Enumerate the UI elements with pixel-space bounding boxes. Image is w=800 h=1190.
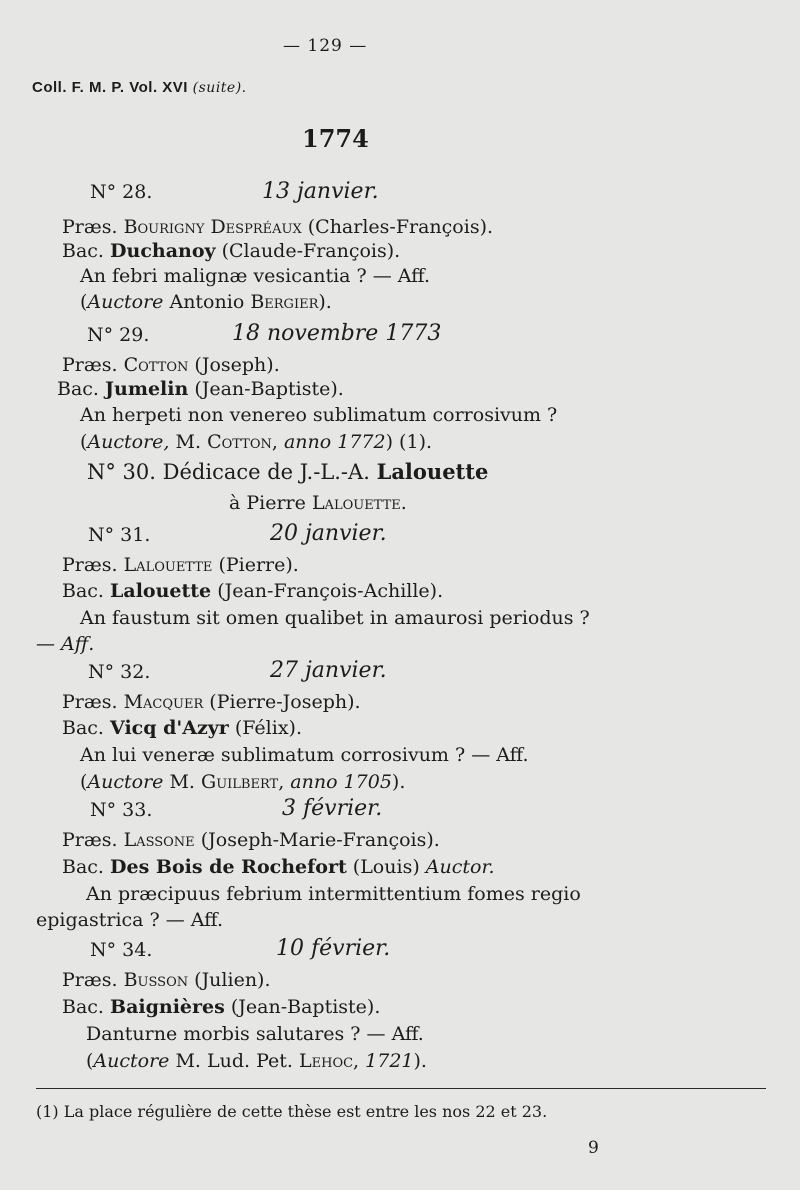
dedication-recipient [229,491,407,515]
praeses-line [62,690,361,714]
entry-number: N° 30. [87,460,156,484]
author-line [86,1049,427,1073]
praeses-label: Præs. [62,969,118,991]
author-open-paren: ( [80,291,88,313]
praeses-given-names: (Joseph-Marie-François). [200,829,440,851]
entry-number: N° 29. [87,324,150,346]
author-year: anno 1772 [283,431,386,453]
thesis-question: An lui veneræ sublimatum corrosivum ? — Aff. [80,744,529,766]
author-prefix: M. [169,771,195,793]
collection-suite: (suite). [192,80,247,96]
dedication-text: Dédicace de J.-L.-A. [162,460,370,484]
bachelor-name: Des Bois de Rochefort [110,856,347,878]
praeses-given-names: (Julien). [194,969,271,991]
dedication-recipient-prefix: à Pierre [229,492,306,514]
page-number: — 129 — [283,36,368,56]
praeses-name: Lalouette [123,554,213,576]
entry-date: 3 février. [282,796,383,821]
bachelor-given-names: (Jean-Baptiste). [194,378,344,400]
bachelor-line [57,377,344,401]
author-name: Lehoc, [299,1050,360,1072]
entry-number: N° 33. [90,799,153,821]
collection-label: Coll. F. M. P. Vol. XVI [32,79,188,96]
bachelor-label: Bac. [62,856,104,878]
author-label: Auctore, [87,431,170,453]
bachelor-line [62,239,400,263]
year-heading: 1774 [302,124,369,153]
praeses-line [62,215,493,239]
author-line [80,430,432,454]
footnote-rule [36,1088,766,1089]
author-name: Guilbert, [201,771,285,793]
author-open-paren: ( [80,431,88,453]
bachelor-given-names: (Louis) [352,856,420,878]
bachelor-given-names: (Félix). [234,717,302,739]
thesis-question: Danturne morbis salutares ? — Aff. [86,1023,424,1045]
author-line [80,770,405,794]
praeses-line [62,553,299,577]
praeses-given-names: (Pierre). [218,554,299,576]
entry-number: N° 31. [88,524,151,546]
praeses-name: Cotton [123,354,189,376]
praeses-label: Præs. [62,691,118,713]
dedication-line [87,460,488,484]
praeses-line [62,968,271,992]
bachelor-author-note: Auctor. [425,856,495,878]
author-year: anno 1705 [290,771,392,793]
collection-header [32,76,247,100]
praeses-line [62,828,440,852]
thesis-question: An faustum sit omen qualibet in amaurosi periodus ? [80,607,590,629]
author-close: ) (1). [385,431,433,453]
praeses-label: Præs. [62,354,118,376]
author-prefix: M. Lud. Pet. [175,1050,293,1072]
praeses-given-names: (Charles-François). [307,216,494,238]
bachelor-label: Bac. [62,240,104,262]
bachelor-name: Baignières [110,996,225,1018]
entry-date: 18 novembre 1773 [232,321,442,346]
signature-mark: 9 [588,1138,599,1158]
bachelor-label: Bac. [62,996,104,1018]
thesis-question-cont: epigastrica ? — Aff. [36,909,224,931]
thesis-question: An febri malignæ vesicantia ? — Aff. [80,265,431,287]
author-label: Auctore [87,771,164,793]
author-open-paren: ( [80,771,88,793]
praeses-line [62,353,280,377]
bachelor-name: Jumelin [105,378,189,400]
bachelor-label: Bac. [57,378,99,400]
entry-date: 27 janvier. [270,658,387,683]
author-prefix: Antonio [169,291,245,313]
praeses-given-names: (Pierre-Joseph). [209,691,361,713]
author-label: Auctore [93,1050,170,1072]
author-line [80,290,332,314]
author-close: ). [318,291,332,313]
bachelor-given-names: (Jean-François-Achille). [217,580,444,602]
entry-number: N° 34. [90,939,153,961]
bachelor-line [62,579,443,603]
entry-date: 20 janvier. [270,521,387,546]
entry-number: N° 32. [88,661,151,683]
author-label: Auctore [87,291,164,313]
author-name: Bergier [250,291,319,313]
bachelor-name: Vicq d'Azyr [110,717,229,739]
bachelor-given-names: (Jean-Baptiste). [230,996,381,1018]
praeses-label: Præs. [62,216,118,238]
dedication-name: Lalouette [376,459,489,484]
author-year: 1721 [365,1050,414,1072]
bachelor-label: Bac. [62,580,104,602]
bachelor-line [62,995,380,1019]
praeses-given-names: (Joseph). [194,354,280,376]
dedication-recipient-name: Lalouette. [311,492,407,514]
entry-number: N° 28. [90,181,153,203]
bachelor-given-names: (Claude-François). [221,240,401,262]
footnote: (1) La place régulière de cette thèse est entre les nos 22 et 23. [36,1102,548,1121]
author-close: ). [391,771,406,793]
entry-date: 13 janvier. [262,179,379,204]
entry-date: 10 février. [276,936,391,961]
praeses-label: Præs. [62,829,118,851]
bachelor-name: Lalouette [110,580,212,602]
thesis-question: An præcipuus febrium intermittentium fomes regio [86,883,581,905]
praeses-name: Macquer [123,691,204,713]
thesis-question: An herpeti non venereo sublimatum corrosivum ? [80,404,558,426]
bachelor-name: Duchanoy [110,240,216,262]
author-name: Cotton, [207,431,278,453]
author-close: ). [413,1050,427,1072]
bachelor-label: Bac. [62,717,104,739]
praeses-name: Bourigny Despréaux [123,216,302,238]
bachelor-line [62,855,495,879]
author-open-paren: ( [86,1050,94,1072]
thesis-question-cont: — Aff. [36,633,95,655]
author-prefix: M. [175,431,202,453]
praeses-label: Præs. [62,554,118,576]
bachelor-line [62,716,302,740]
praeses-name: Busson [123,969,189,991]
praeses-name: Lassone [123,829,195,851]
